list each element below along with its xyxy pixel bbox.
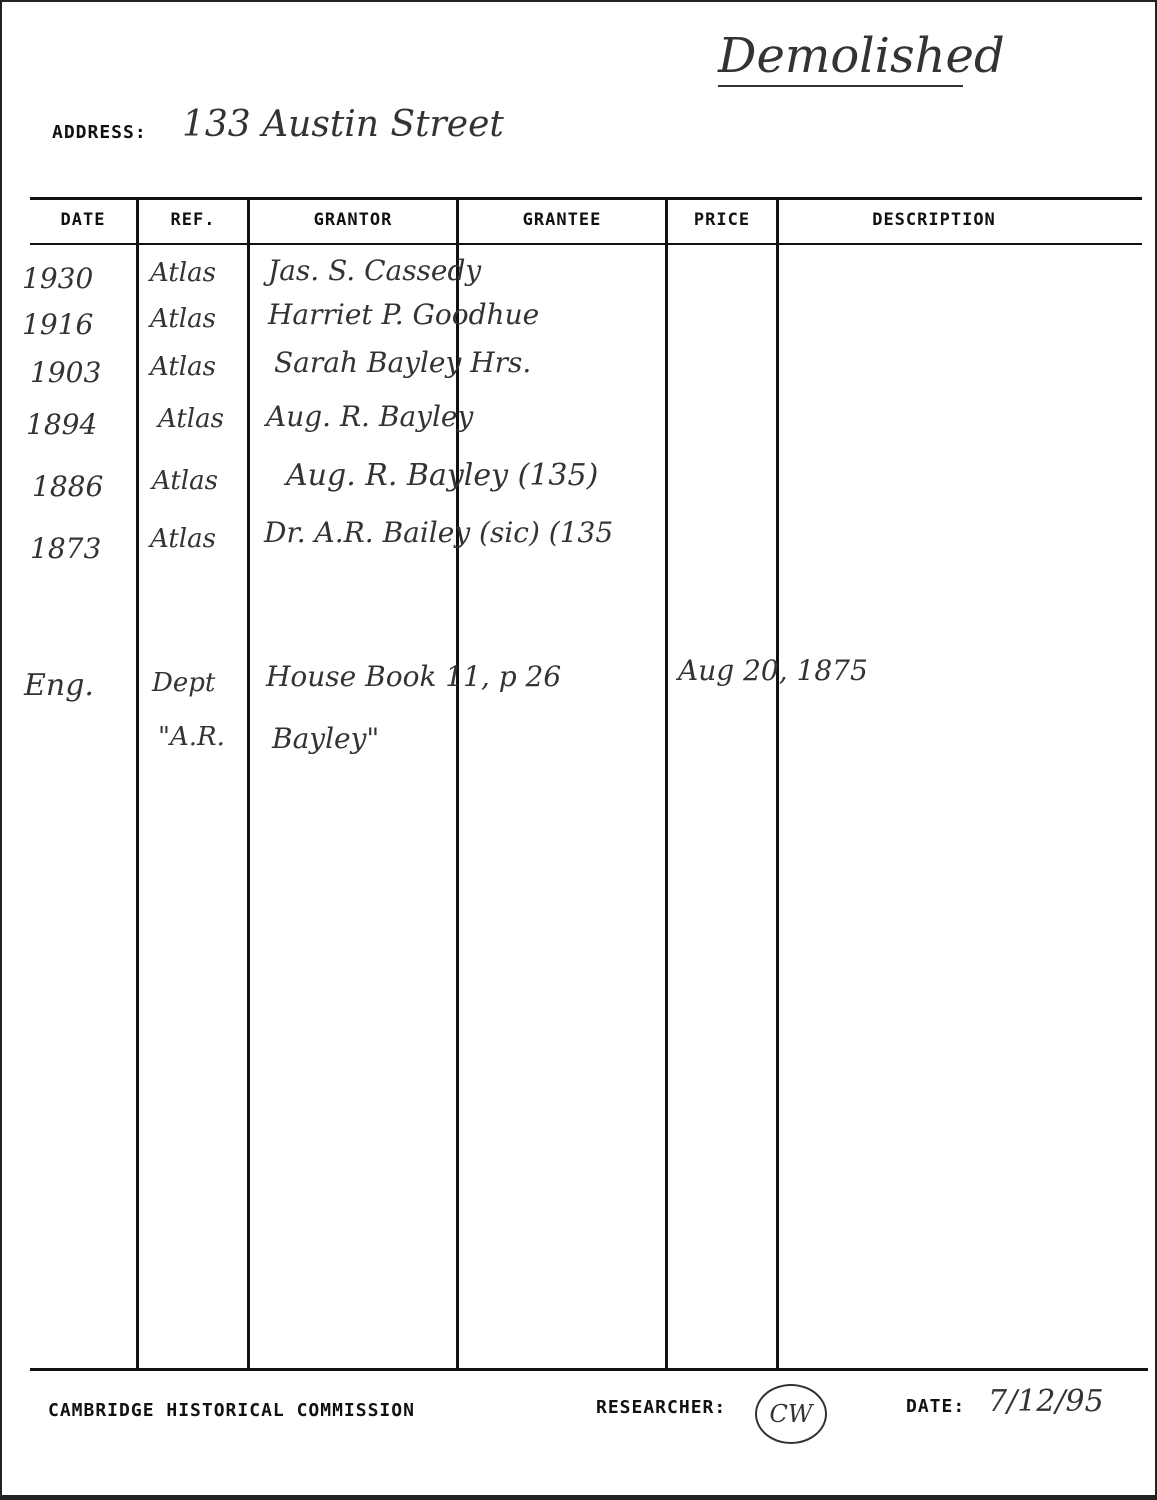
row-date: 1894 [26,408,98,441]
row-date: 1930 [22,262,94,295]
column-header-grantor: GRANTOR [313,210,393,230]
column-header-price: PRICE [693,210,751,230]
column-divider [776,199,779,1369]
eng-price: Aug 20, 1875 [678,654,868,687]
column-divider [665,199,668,1369]
table-top-rule [30,197,1142,200]
stamp-underline [718,85,963,87]
eng-ref: Dept [152,668,216,698]
address-value: 133 Austin Street [182,104,504,145]
row-entry: Sarah Bayley Hrs. [274,346,532,379]
column-header-description: DESCRIPTION [872,210,996,230]
row-entry: Jas. S. Cassedy [268,254,482,287]
date-label: DATE: [906,1396,966,1417]
column-divider [136,199,139,1369]
column-header-ref: REF. [170,210,216,230]
row-ref: Atlas [150,524,216,554]
row-date: 1873 [30,532,102,565]
date-value: 7/12/95 [988,1384,1104,1419]
row-entry: Aug. R. Bayley (135) [286,458,599,493]
row-ref: Atlas [150,258,216,288]
row-ref: Atlas [158,404,224,434]
column-header-grantee: GRANTEE [522,210,602,230]
row-entry: Dr. A.R. Bailey (sic) (135 [264,516,614,549]
row-entry: Aug. R. Bayley [266,400,474,433]
researcher-initials: CW [755,1384,827,1444]
eng-ref-2: "A.R. [158,722,225,752]
column-header-date: DATE [60,210,106,230]
row-ref: Atlas [150,352,216,382]
row-date: 1916 [22,308,94,341]
researcher-label: RESEARCHER: [596,1397,727,1418]
header-bottom-rule [30,243,1142,245]
commission-name: CAMBRIDGE HISTORICAL COMMISSION [48,1400,415,1421]
table-bottom-rule [30,1368,1148,1371]
column-divider [247,199,250,1369]
address-label: ADDRESS: [52,122,147,143]
row-entry: Harriet P. Goodhue [268,298,540,331]
row-ref: Atlas [152,466,218,496]
row-date: 1886 [32,470,104,503]
eng-date: Eng. [24,668,94,703]
row-ref: Atlas [150,304,216,334]
eng-entry-2: Bayley" [272,722,380,755]
eng-entry: House Book 11, p 26 [266,660,562,693]
row-date: 1903 [30,356,102,389]
demolished-stamp: Demolished [718,28,1005,84]
